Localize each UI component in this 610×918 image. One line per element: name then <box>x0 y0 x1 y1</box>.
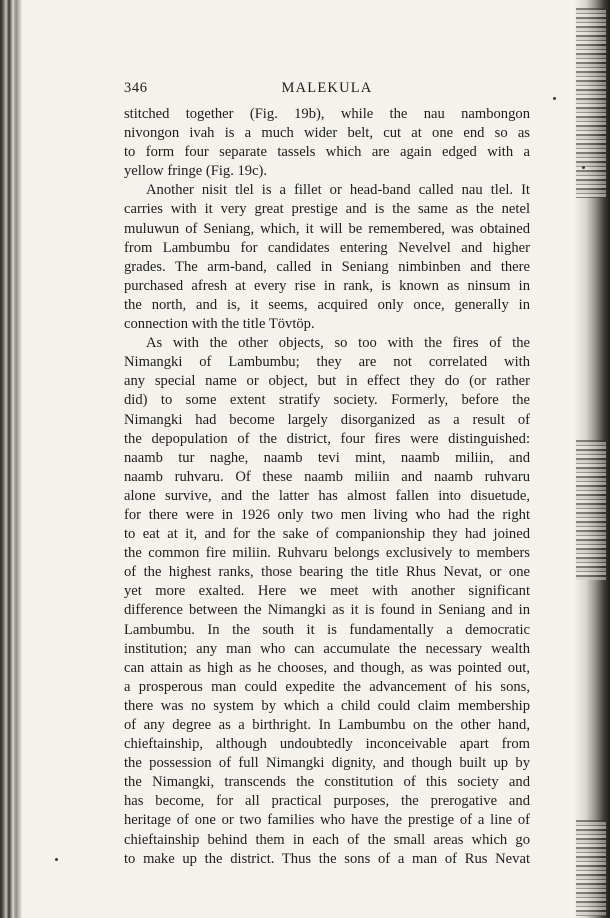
text-line: any special name or object, but in effect they do (or rather <box>124 373 530 390</box>
text-line: of any degree as a birthright. In Lambumbu on the other hand, <box>124 717 530 733</box>
text-line: the Nimangki, transcends the constitution of this society and <box>124 774 530 791</box>
text-line: the north, and is, it seems, acquired only once, generally in <box>124 296 530 313</box>
text-line: connection with the title Tövtöp. <box>124 316 315 333</box>
body-text <box>124 105 530 869</box>
text-line: nivongon ivah is a much wider belt, cut at one end so as <box>124 125 530 142</box>
text-line: heritage of one or two families who have the prestige of a line of <box>124 812 530 829</box>
text-line: to form four separate tassels which are again edged with a <box>124 144 530 161</box>
scan-speck <box>55 858 58 861</box>
page-header <box>124 76 530 100</box>
text-line: grades. The arm-band, called in Seniang nimbinben and there <box>124 258 530 275</box>
page-edge-texture <box>576 8 606 198</box>
text-line: chieftainship behind them in each of the small areas which go <box>124 831 530 848</box>
text-line: purchased afresh at every rise in rank, is known as ninsum in <box>124 277 530 294</box>
text-line: yet more exalted. Here we meet with another significant <box>124 583 530 600</box>
text-line: Lambumbu. In the south it is fundamentally a democratic <box>124 621 530 638</box>
paragraph-start-line: As with the other objects, so too with the fires of the <box>146 335 530 352</box>
paragraph-start-line: Another nisit tlel is a fillet or head-band called nau tlel. It <box>146 182 530 199</box>
text-line: there was no system by which a child could claim membership <box>124 697 530 714</box>
text-line: difference between the Nimangki as it is found in Seniang and in <box>124 602 530 619</box>
scan-speck <box>582 166 585 169</box>
text-line: Nimangki of Lambumbu; they are not correlated with <box>124 354 530 371</box>
page-number: 346 <box>124 80 148 96</box>
text-line: can attain as high as he chooses, and though, as was pointed out, <box>124 659 530 676</box>
text-line: to eat at it, and for the sake of companionship they had joined <box>124 526 530 543</box>
book-spine-shadow <box>0 0 22 918</box>
text-line: did) to some extent stratify society. Formerly, before the <box>124 392 530 409</box>
text-line: alone survive, and the latter has almost fallen into disuetude, <box>124 487 530 504</box>
text-line: yellow fringe (Fig. 19c). <box>124 163 268 180</box>
text-line: Nimangki had become largely disorganized as a result of <box>124 411 530 428</box>
page-edge-texture <box>576 440 606 580</box>
text-line: institution; any man who can accumulate the necessary wealth <box>124 640 530 657</box>
text-line: stitched together (Fig. 19b), while the nau nambongon <box>124 106 530 122</box>
text-line: of the highest ranks, those bearing the title Rhus Nevat, or one <box>124 564 530 581</box>
text-line: muluwun of Seniang, which, it will be remembered, was obtained <box>124 220 530 237</box>
text-line: chieftainship, although undoubtedly inconceivable apart from <box>124 736 530 753</box>
text-line: for there were in 1926 only two men living who had the right <box>124 506 530 523</box>
text-line: naamb tur naghe, naamb tevi mint, naamb miliin, and <box>124 449 530 466</box>
text-line: the depopulation of the district, four fires were distinguished: <box>124 430 530 447</box>
page-edge-texture <box>576 820 606 916</box>
text-line: to make up the district. Thus the sons of a man of Rus Nevat <box>124 850 530 867</box>
book-page <box>124 76 530 869</box>
text-line: the common fire miliin. Ruhvaru belongs exclusively to members <box>124 545 530 562</box>
scan-speck <box>553 97 556 100</box>
text-line: naamb ruhvaru. Of these naamb miliin and naamb ruhvaru <box>124 468 530 485</box>
text-line: the possession of full Nimangki dignity, and though built up by <box>124 755 530 772</box>
running-title: MALEKULA <box>281 80 373 96</box>
text-line: a prosperous man could expedite the advancement of his sons, <box>124 678 530 695</box>
text-line: has become, for all practical purposes, the prerogative and <box>124 793 530 810</box>
text-line: carries with it very great prestige and is the same as the netel <box>124 201 530 218</box>
text-line: from Lambumbu for candidates entering Nevelvel and higher <box>124 239 530 256</box>
